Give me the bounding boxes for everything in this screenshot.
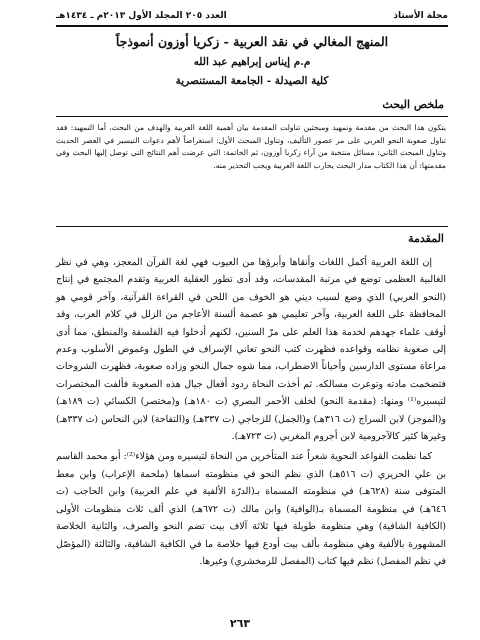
journal-name: مجلة الأستاذ [393, 11, 448, 21]
abstract-text: يتكون هذا البحث من مقدمة وتمهيد ومبحثين تناولت المقدمة بيان أهمية اللغة العربية والهدف من البحث، أما التمهيد: فقد تناول صعوبة النحو العربي على مر عصور التأليف، وتناول المبحث الأول: استعراضاً لأهم دعوات التيسير في العصر الحديث وتناول المبحث الثاني: مسائل منتخبة من آراء زكريا أوزون، ثم الخاتمة: التي عرضت أهم النتائج التي توصل إليها البحث وفي مقدمتها: أن هذا الكتاب مدار البحث يحارب اللغة العربية ويجب التحذير منه. [56, 123, 446, 170]
author-affiliation: كلية الصيدلة - الجامعة المستنصرية [175, 75, 329, 87]
issue-info: العدد ٢٠٥ المجلد الأول ٢٠١٣م ـ ١٤٣٤هـ [56, 11, 227, 21]
body-paragraph: إن اللغة العربية أكمل اللغات وأنقاها وأبرؤها من العيوب فهي لغة القرآن المعجز، وهي في نظر الغالبية العظمى توضع في مرتبة المقدسات، وقد أدى تطور العقلية العربية وتقدم المجتمع في إنتاج (النحو العربي) الذي وضع لسبب ديني هو الخوف من اللحن في القراءة القرآنية، وآخر قومي هو المحافظة على اللغة العربية، وآخر تعليمي هو عصمة ألسنة الأعاجم من الزلل في كلام العرب، وقد أوقف علماء جهدهم لخدمة هذا العلم على مرّ السنين، لكنهم أدخلوا فيه الفلسفة والمنطق، مما أدى إلى صعوبة نظامه وقواعده فظهرت كتب النحو تعاني الإسراف في الطول وغموض الأسلوب وعدم مراعاة مستوى الدارسين وأحياناً الاضطراب، مما شوه جمال النحو وزاده صعوبة، فظهرت الشروحات فتضخمت مادته وتوعرت مسالكه. ثم أخذت النحاة ردود أفعال جيال هذه الصعوبة فألفت المختصرات لتيسيره⁽¹⁾ ومنها: (مقدمة النحو) لخلف الأحمر البصري (ت ١٨٠هـ) و(مختصر) الكسائي (ت ١٨٩هـ) و(الموجز) لابن السراج (ت ٣١٦هـ) و(الجمل) للزجاجي (ت ٣٣٧هـ) و(التفاحة) لابن النحاس (ت ٣٣٧هـ) وغيرها كثير كالآجرومية لابن أجروم المغربي (ت ٧٢٣هـ). [56, 257, 446, 443]
article-title: المنهج المغالي في نقد العربية - زكريا أوزون أنموذجاً [115, 34, 389, 49]
abstract-bottom-divider [56, 226, 448, 227]
introduction-heading: المقدمة [408, 232, 444, 245]
running-header [56, 8, 448, 24]
body-paragraph: كما نظمت القواعد النحوية شعراً عند المتأخرين من النحاة لتيسيره ومن هؤلاء⁽²⁾: أبو محمد القاسم بن علي الحريري (ت ٥١٦هـ) الذي نظم النحو في منظومته اسماها (ملحمة الإعراب) وابن معط المتوفى سنة (٦٢٨هـ) في منظومته المسماة بـ(الدرّة الألفية في علم العربية) وابن الحاجب (ت ٦٤٦هـ) في منظومة المسماة بـ(الوافية) وابن مالك (ت ٦٧٢هـ) الذي ألف ثلاث منظومات الأولى (الكافية الشافية) وهي منظومة طويلة فيها ثلاثة آلاف بيت تضم النحو والصرف، والثانية الخلاصة المشهورة بالألفية وهي منظومة بألف بيت أودع فيها خلاصة ما في الكافية الشافية، والثالثة (المؤصّل في نظم المفصل) نظم فيها كتاب (المفصل للزمخشري) وغيرها. [56, 451, 446, 567]
introduction-body [56, 254, 446, 570]
abstract-top-divider [56, 116, 448, 117]
page-number: ٢٦٣ [229, 617, 251, 630]
article-author: م.م إيناس إبراهيم عبد الله [193, 56, 311, 68]
abstract-heading: ملخص البحث [382, 98, 444, 111]
header-divider [56, 25, 448, 27]
